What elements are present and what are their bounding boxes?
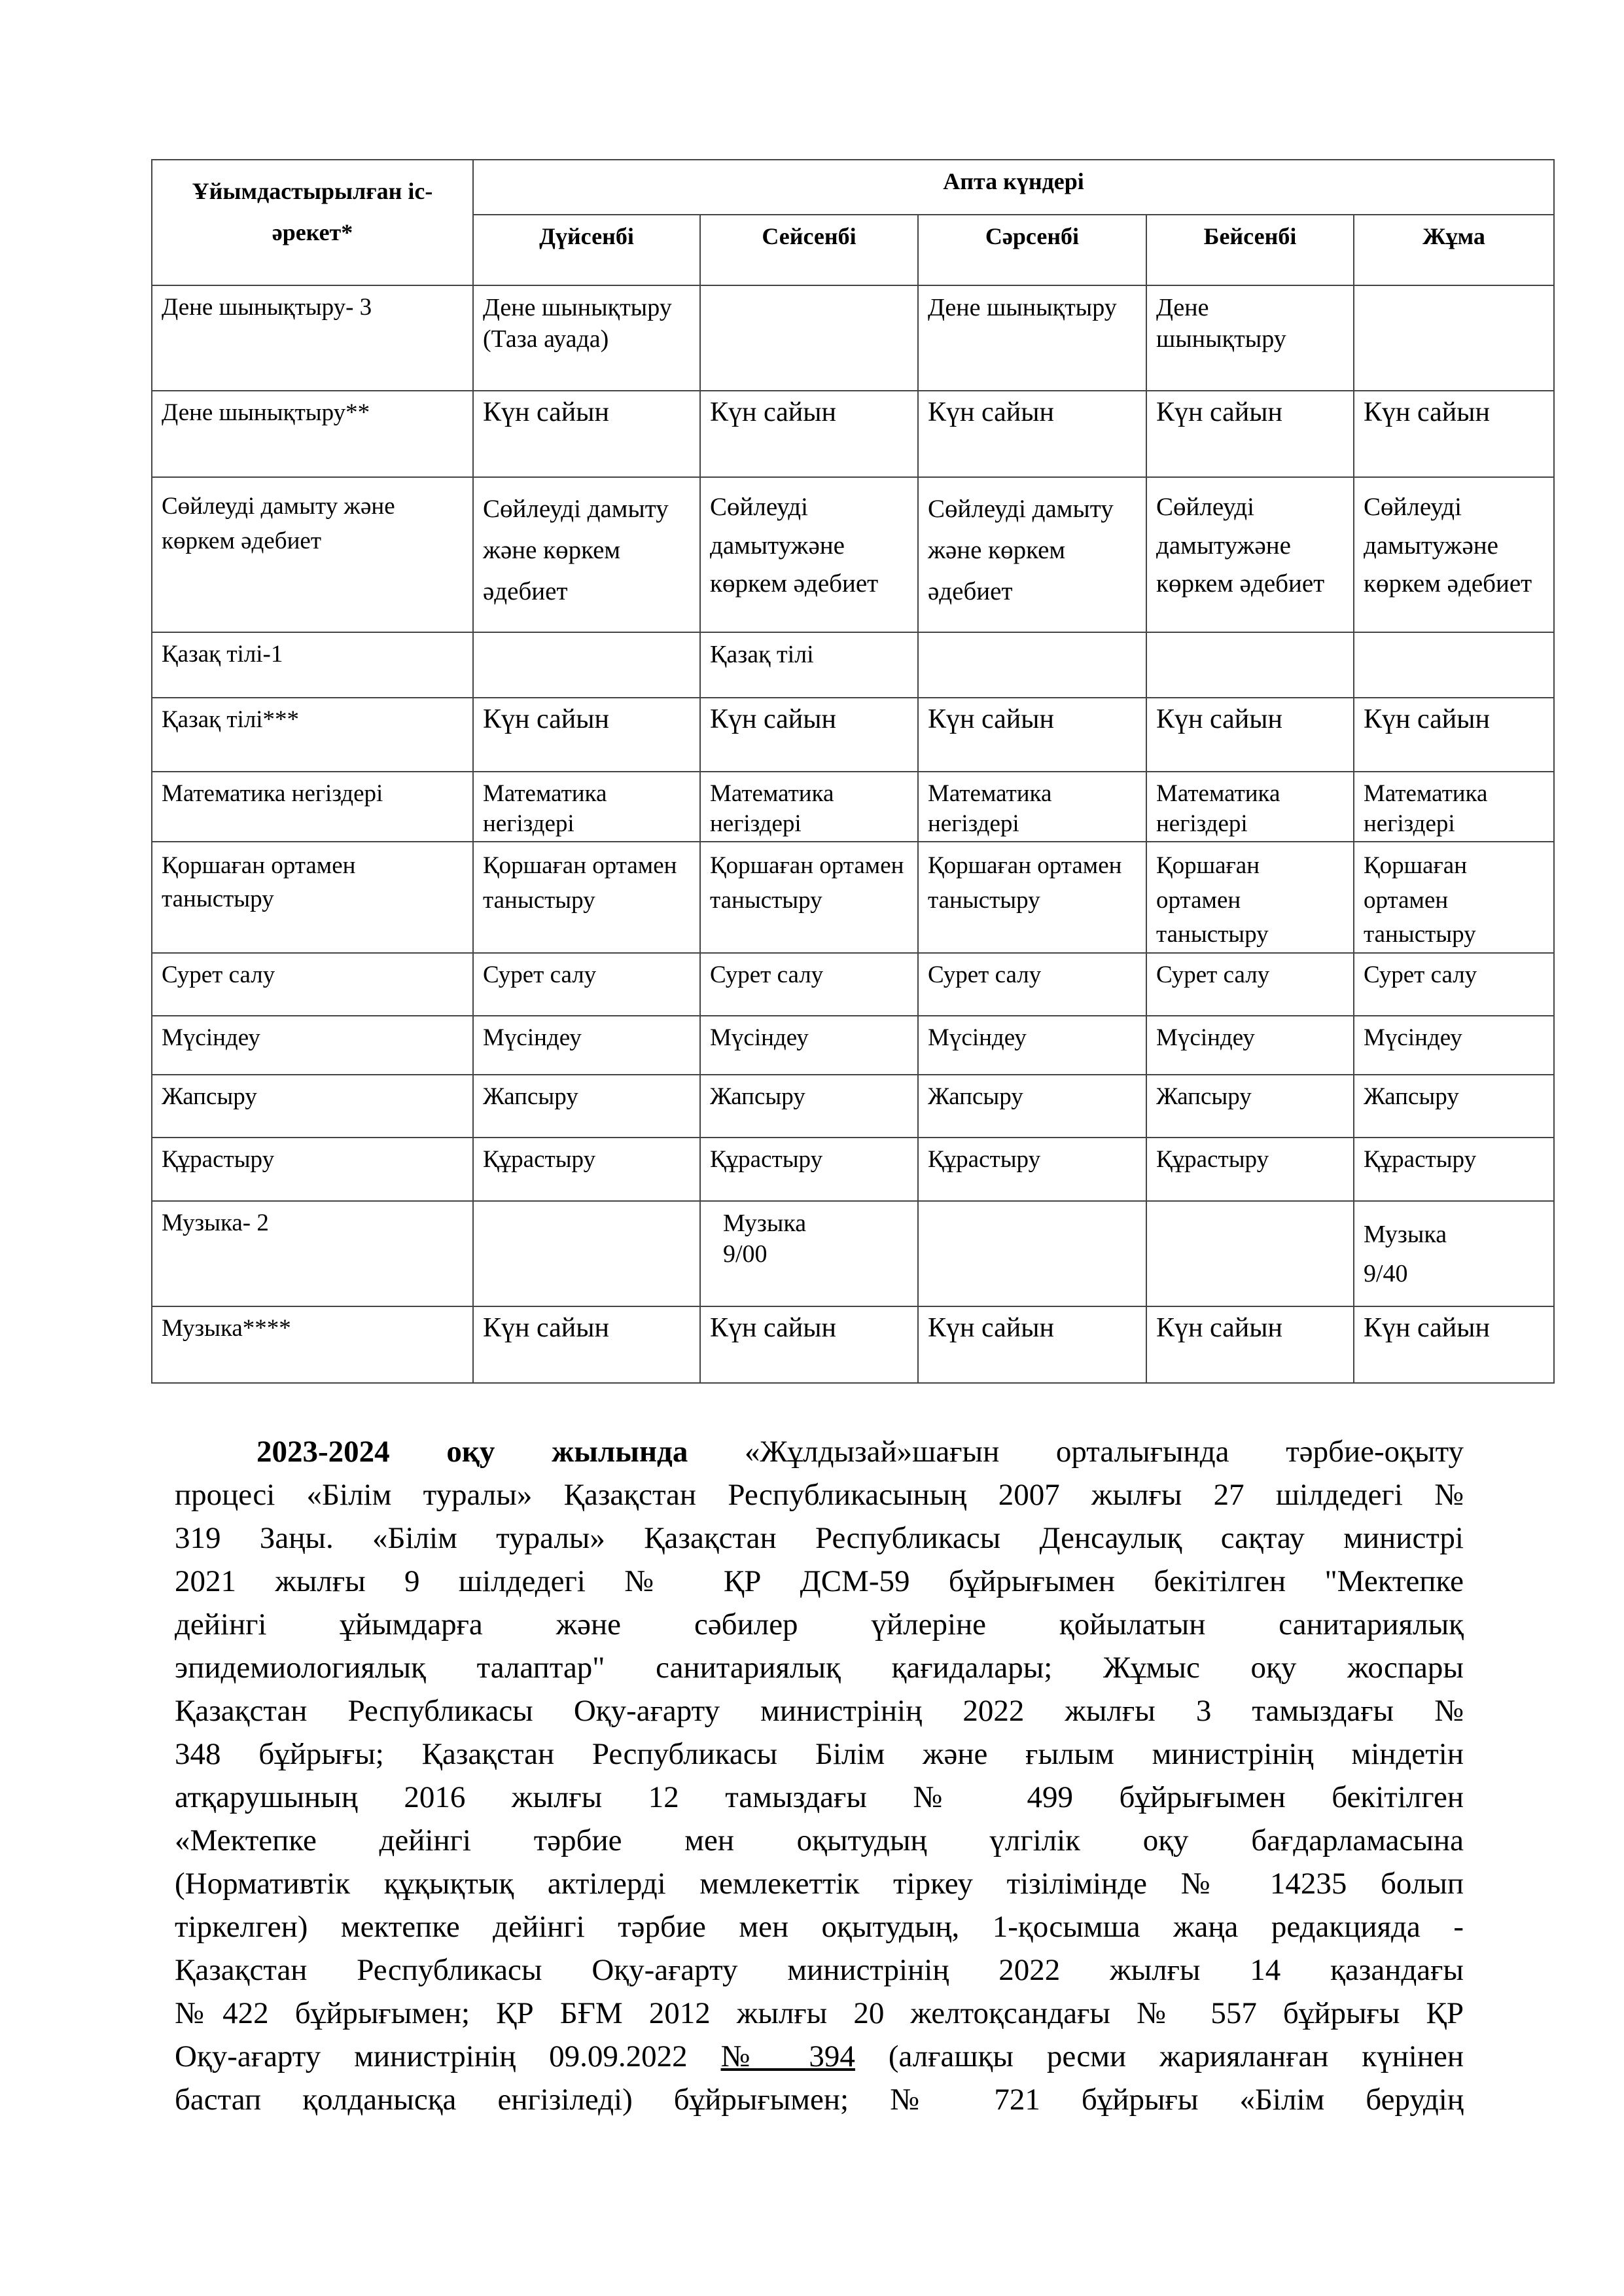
table-row [152,632,1554,698]
cell: Сөйлеуді дамытужәне көркем әдебиет [700,477,918,632]
header-week-days: Апта күндері [473,160,1554,215]
table-row [152,1075,1554,1138]
cell: Математика негіздері [473,772,700,842]
cell: Күн сайын [700,391,918,477]
cell: Жапсыру [918,1075,1146,1138]
table-row [152,698,1554,772]
row-activity: Мүсіндеу [152,1016,473,1075]
cell: Құрастыру [1354,1138,1554,1201]
cell: Қоршаған ортамен таныстыру [700,842,918,953]
cell [918,632,1146,698]
cell [473,632,700,698]
row-activity: Қоршаған ортамен таныстыру [152,842,473,953]
cell: Мүсіндеу [1146,1016,1354,1075]
music-slot-friday: Музыка 9/40 [1364,1220,1447,1288]
row-activity: Жапсыру [152,1075,473,1138]
cell: Математика негіздері [700,772,918,842]
paragraph-line: 348 бұйрығы; Қазақстан Республикасы Білім және ғылым министрінің міндетін [175,1737,1464,1771]
cell: Жапсыру [1354,1075,1554,1138]
row-activity: Дене шынықтыру- 3 [152,285,473,391]
cell: Сурет салу [473,953,700,1016]
cell: Күн сайын [1146,698,1354,772]
paragraph-line: процесі «Білім туралы» Қазақстан Республикасының 2007 жылғы 27 шілдедегі № [175,1478,1464,1512]
header-day: Сейсенбі [700,215,918,285]
cell: Күн сайын [1146,1306,1354,1383]
table-row [152,1201,1554,1306]
cell: Сөйлеуді дамытужәне көркем әдебиет [1354,477,1554,632]
cell: Сурет салу [918,953,1146,1016]
cell: Сурет салу [1354,953,1554,1016]
paragraph-line: «Мектепке дейінгі тәрбие мен оқытудың үлгілік оқу бағдарламасына [175,1823,1464,1857]
cell [1146,1201,1354,1306]
row-activity: Қазақ тілі*** [152,698,473,772]
paragraph-text: (алғашқы ресми жарияланған күнінен [888,2039,1464,2073]
cell: Күн сайын [918,391,1146,477]
header-day: Дүйсенбі [473,215,700,285]
table-row [152,1016,1554,1075]
row-activity: Сөйлеуді дамыту және көркем әдебиет [152,477,473,632]
cell [473,1201,700,1306]
cell: Жапсыру [1146,1075,1354,1138]
cell: Құрастыру [473,1138,700,1201]
order-link[interactable]: № 394 [720,2039,855,2073]
table-row [152,391,1554,477]
cell: Күн сайын [1146,391,1354,477]
table-row [152,285,1554,391]
cell [700,1201,918,1306]
paragraph-line: эпидемиологиялық талаптар" санитариялық қағидалары; Жұмыс оқу жоспары [175,1651,1464,1685]
cell: Күн сайын [473,1306,700,1383]
cell [1354,285,1554,391]
cell: Мүсіндеу [918,1016,1146,1075]
cell: Күн сайын [918,1306,1146,1383]
cell: Мүсіндеу [473,1016,700,1075]
paragraph-text: Оқу-ағарту министрінің 09.09.2022 [175,2039,688,2073]
cell: Математика негіздері [1354,772,1554,842]
paragraph-line: бастап қолданысқа енгізіледі) бұйрығымен; № 721 бұйрығы «Білім берудің [175,2083,1464,2117]
cell: Математика негіздері [918,772,1146,842]
cell [1354,1201,1554,1306]
cell [700,285,918,391]
paragraph-line: тіркелген) мектепке дейінгі тәрбие мен оқытудың, 1-қосымша жаңа редакцияда - [175,1910,1464,1944]
cell [1146,632,1354,698]
paragraph-line [175,1430,1464,1473]
music-slot-tuesday: Музыка 9/00 [723,1209,807,1268]
cell: Қоршаған ортамен таныстыру [1354,842,1554,953]
cell: Мүсіндеу [700,1016,918,1075]
cell: Дене шынықтыру (Таза ауада) [473,285,700,391]
paragraph-line [175,2035,1464,2078]
paragraph-line: №422 бұйрығымен; ҚР БҒМ 2012 жылғы 20 желтоқсандағы № 557 бұйрығы ҚР [175,1996,1464,2030]
paragraph-line: Қазақстан Республикасы Оқу-ағарту министрінің 2022 жылғы 3 тамыздағы № [175,1694,1464,1728]
header-day: Жұма [1354,215,1554,285]
row-activity: Құрастыру [152,1138,473,1201]
cell: Күн сайын [1354,391,1554,477]
paragraph-text: «Жұлдызай»шағын орталығында тәрбие-оқыту [745,1435,1464,1469]
row-activity: Сурет салу [152,953,473,1016]
cell: Күн сайын [918,698,1146,772]
table-row [152,1138,1554,1201]
row-activity: Дене шынықтыру** [152,391,473,477]
schedule-table [151,159,1555,1384]
paragraph-line: (Нормативтік құқықтық актілерді мемлекеттік тіркеу тізілімінде № 14235 болып [175,1867,1464,1901]
cell: Сөйлеуді дамытужәне көркем әдебиет [1146,477,1354,632]
table-row [152,842,1554,953]
cell: Қоршаған ортамен таныстыру [1146,842,1354,953]
paragraph-line: 2021 жылғы 9 шілдедегі № ҚР ДСМ-59 бұйрығымен бекітілген "Мектепке [175,1564,1464,1598]
cell: Дене шынықтыру [1146,285,1354,391]
header-day: Бейсенбі [1146,215,1354,285]
table-row [152,477,1554,632]
cell: Күн сайын [473,698,700,772]
cell: Жапсыру [473,1075,700,1138]
cell: Күн сайын [700,698,918,772]
cell: Күн сайын [473,391,700,477]
cell: Математика негіздері [1146,772,1354,842]
cell: Күн сайын [1354,1306,1554,1383]
cell: Қоршаған ортамен таныстыру [473,842,700,953]
table-row [152,1306,1554,1383]
header-day: Сәрсенбі [918,215,1146,285]
header-activity: Ұйымдастырылған іс-әрекет* [152,160,473,285]
cell: Сурет салу [700,953,918,1016]
paragraph-line: атқарушының 2016 жылғы 12 тамыздағы № 499 бұйрығымен бекітілген [175,1780,1464,1814]
cell [1354,632,1554,698]
cell: Сөйлеуді дамыту және көркем әдебиет [473,477,700,632]
cell: Құрастыру [918,1138,1146,1201]
body-paragraph [175,1430,1464,2121]
cell: Күн сайын [1354,698,1554,772]
cell: Құрастыру [1146,1138,1354,1201]
cell: Жапсыру [700,1075,918,1138]
cell: Қоршаған ортамен таныстыру [918,842,1146,953]
row-activity: Қазақ тілі-1 [152,632,473,698]
cell: Дене шынықтыру [918,285,1146,391]
paragraph-line: Қазақстан Республикасы Оқу-ағарту министрінің 2022 жылғы 14 қазандағы [175,1953,1464,1987]
cell: Мүсіндеу [1354,1016,1554,1075]
cell: Күн сайын [700,1306,918,1383]
cell: Қазақ тілі [700,632,918,698]
paragraph-lead: 2023-2024 оқу жылында [256,1435,688,1469]
row-activity: Музыка**** [152,1306,473,1383]
paragraph-line: 319 Заңы. «Білім туралы» Қазақстан Республикасы Денсаулық сақтау министрі [175,1521,1464,1555]
row-activity: Музыка- 2 [152,1201,473,1306]
cell: Құрастыру [700,1138,918,1201]
paragraph-line: дейінгі ұйымдарға және сәбилер үйлеріне қойылатын санитариялық [175,1607,1464,1641]
table-row [152,772,1554,842]
row-activity: Математика негіздері [152,772,473,842]
cell: Сөйлеуді дамыту және көркем әдебиет [918,477,1146,632]
cell [918,1201,1146,1306]
table-row [152,953,1554,1016]
cell: Сурет салу [1146,953,1354,1016]
